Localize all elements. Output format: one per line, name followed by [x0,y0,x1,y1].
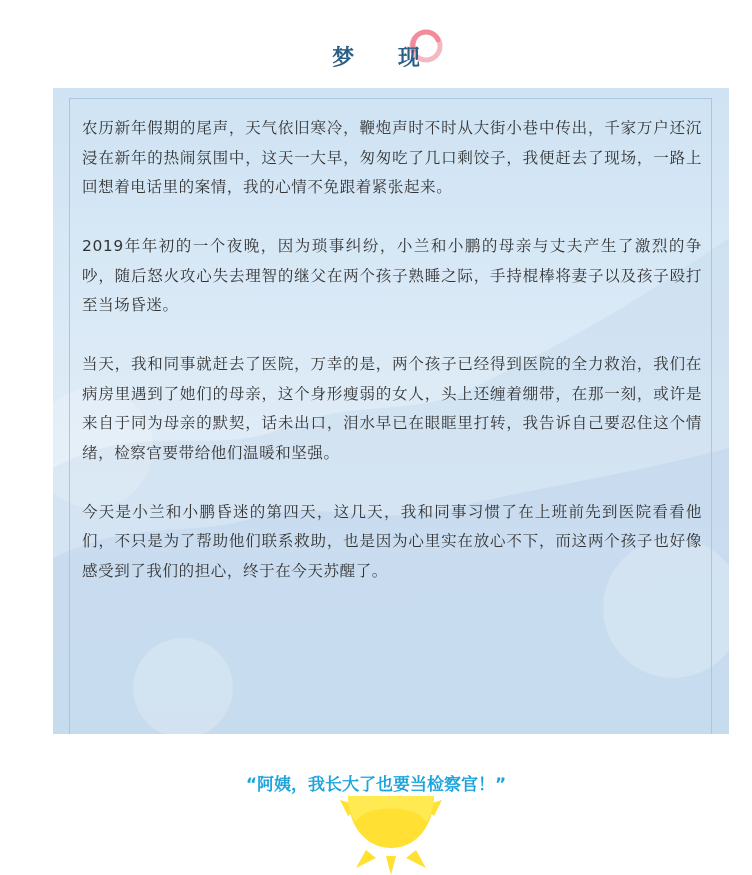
story-paragraph-1: 农历新年假期的尾声，天气依旧寒冷，鞭炮声时不时从大街小巷中传出，千家万户还沉浸在新年的热闹氛围中，这天一大早，匆匆吃了几口剩饺子，我便赶去了现场，一路上回想着电话里的案情，我的心情不免跟着紧张起来。 [82,119,702,196]
story-paragraph-2: 2019年年初的一个夜晚，因为琐事纠纷，小兰和小鹏的母亲与丈夫产生了激烈的争吵，随后怒火攻心失去理智的继父在两个孩子熟睡之际，手持棍棒将妻子以及孩子殴打至当场昏迷。 [82,237,702,314]
story-paragraph-4: 今天是小兰和小鹏昏迷的第四天，这几天，我和同事习惯了在上班前先到医院看看他们，不只是为了帮助他们联系救助，也是因为心里实在放心不下，而这两个孩子也好像感受到了我们的担心，终于在今天苏醒了。 [82,502,702,580]
section-header [0,0,752,90]
page-title: 梦 现 [332,46,438,71]
story-paragraph-3: 当天，我和同事就赶去了医院，万幸的是，两个孩子已经得到医院的全力救治，我们在病房里遇到了她们的母亲，这个身形瘦弱的女人，头上还缠着绷带，在那一刻，或许是来自于同为母亲的默契，话未出口，泪水早已在眼眶里打转，我告诉自己要忍住这个情绪，检察官要带给他们温暖和坚强。 [82,355,702,462]
sun-icon [326,796,456,875]
quote-text: “阿姨，我长大了也要当检察官！” [245,775,507,795]
story-text [82,114,702,616]
